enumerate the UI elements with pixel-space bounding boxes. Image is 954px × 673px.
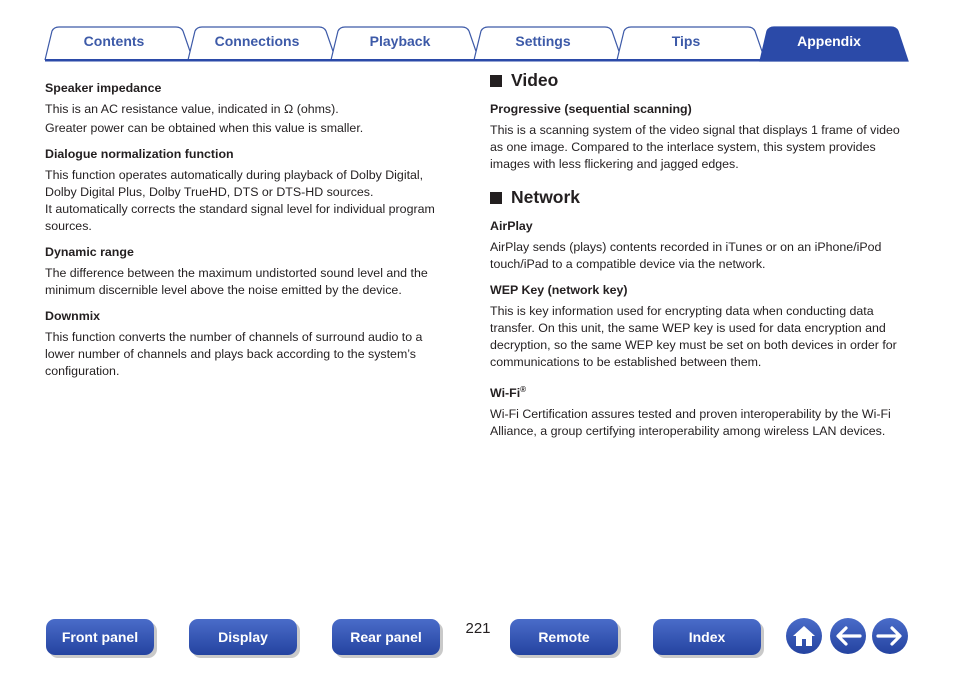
glossary-definition [490,122,915,173]
rear-panel-button[interactable]: Rear panel [332,619,440,655]
glossary-definition [45,167,455,235]
back-button[interactable] [830,618,866,654]
glossary-term: Dialogue normalization function [45,147,234,161]
tab-contents[interactable]: Contents [83,33,145,49]
glossary-term: Speaker impedance [45,81,162,95]
definition-line: Greater power can be obtained when this value is smaller. [45,121,364,135]
forward-button[interactable] [872,618,908,654]
glossary-definition [490,406,915,440]
home-button[interactable] [786,618,822,654]
glossary-entry [45,308,455,380]
glossary-term [490,385,915,402]
registered-mark: ® [520,384,527,394]
display-button[interactable]: Display [189,619,297,655]
left-column [45,80,455,389]
glossary-entry [45,80,455,137]
arrow-right-icon [876,626,904,646]
glossary-term: Dynamic range [45,245,134,259]
term-text: Wi-Fi [490,386,521,400]
glossary-definition [490,303,915,371]
tab-tips[interactable]: Tips [671,33,701,49]
glossary-term: Downmix [45,309,101,323]
glossary-entry [45,244,455,299]
definition-line: The difference between the maximum undistorted sound level and the minimum discernible level above the noise emitted by the device. [45,266,428,297]
glossary-definition [490,239,915,273]
definition-line: This is a scanning system of the video signal that displays 1 frame of video as one image. Compared to the interlace system, this system provides images with less flickering and jagged edges. [490,123,900,171]
glossary-term: WEP Key (network key) [490,283,628,297]
glossary-definition [45,101,455,137]
section-title: Network [511,187,581,207]
glossary-definition [45,265,455,299]
tab-connections[interactable]: Connections [214,33,300,49]
definition-line: This function converts the number of channels of surround audio to a lower number of channels and plays back according to the system’s configuration. [45,330,423,378]
glossary-term: AirPlay [490,219,533,233]
definition-line: This is an AC resistance value, indicated in Ω (ohms). [45,102,339,116]
section-square-icon [490,192,502,204]
tab-baseline [45,59,908,62]
index-button[interactable]: Index [653,619,761,655]
definition-line: This function operates automatically during playback of Dolby Digital, Dolby Digital Plus, Dolby TrueHD, DTS or DTS-HD sources. [45,168,424,199]
tab-appendix[interactable]: Appendix [797,33,861,49]
section-square-icon [490,75,502,87]
glossary-entry [45,146,455,235]
section-heading-video [490,72,915,89]
definition-line: AirPlay sends (plays) contents recorded in iTunes or on an iPhone/iPod touch/iPad to a compatible device via the network. [490,240,882,271]
right-column [490,72,915,449]
glossary-entry [490,101,915,173]
section-title: Video [511,70,559,90]
glossary-entry [490,385,915,440]
glossary-entry [490,218,915,273]
home-icon [791,624,817,648]
definition-line: This is key information used for encrypting data when conducting data transfer. On this unit, the same WEP key is used for data encryption and decryption, so the same WEP key must be set on both devices in order for communications to be established between them. [490,304,897,369]
page-number: 221 [465,620,491,637]
glossary-term: Progressive (sequential scanning) [490,102,692,116]
tab-playback[interactable]: Playback [369,33,431,49]
front-panel-button[interactable]: Front panel [46,619,154,655]
definition-line: It automatically corrects the standard signal level for individual program sources. [45,202,435,233]
remote-button[interactable]: Remote [510,619,618,655]
section-heading-network [490,189,915,206]
definition-line: Wi-Fi Certification assures tested and proven interoperability by the Wi-Fi Alliance, a group certifying interoperability among wireless LAN devices. [490,407,891,438]
glossary-entry [490,282,915,371]
arrow-left-icon [834,626,862,646]
tab-settings[interactable]: Settings [515,33,571,49]
glossary-definition [45,329,455,380]
